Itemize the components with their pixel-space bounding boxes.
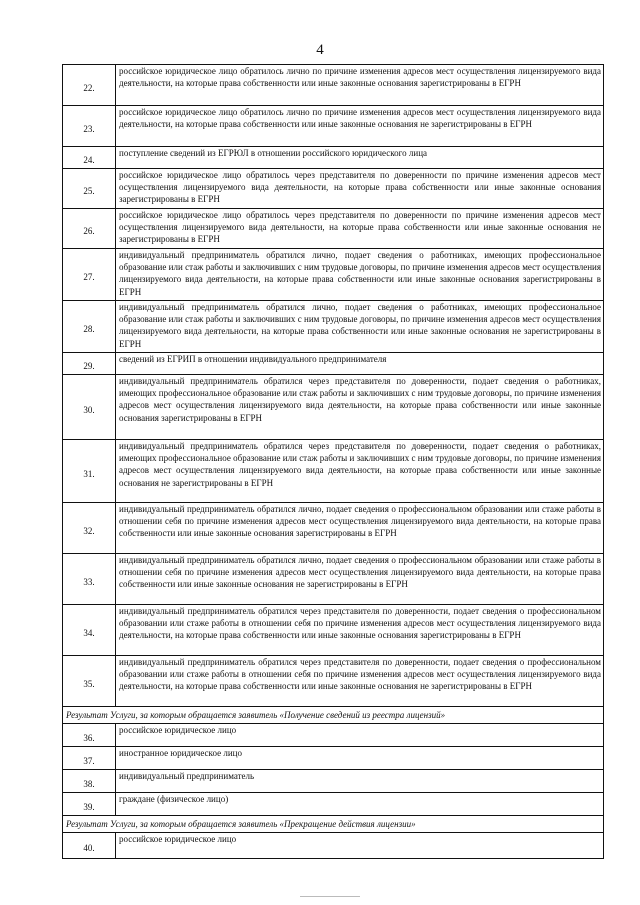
table-row	[63, 209, 604, 249]
table-row	[63, 65, 604, 106]
row-description: поступление сведений из ЕГРЮЛ в отношении российского юридического лица	[116, 147, 604, 169]
row-description: индивидуальный предприниматель обратился через представителя по доверенности, подает сведения о профессиональном образовании или стаже работы в отношении себя по причине изменения адресов мест осуществления лицензируемого вида деятельности, на которые права собственности или иные законные основания зарегистрированы в ЕГРН	[116, 605, 604, 656]
row-number: 29.	[63, 353, 116, 375]
table-row	[63, 833, 604, 859]
row-description: российское юридическое лицо обратилось лично по причине изменения адресов мест осуществления лицензируемого вида деятельности, на которые права собственности или иные законные основания не зарегистрированы в ЕГРН	[116, 106, 604, 147]
table-row	[63, 440, 604, 503]
section-title-registry-info: Результат Услуги, за которым обращается заявитель «Получение сведений из реестра лицензий»	[63, 707, 604, 724]
scan-artifact	[300, 896, 360, 897]
table-row	[63, 747, 604, 770]
row-number: 36.	[63, 724, 116, 747]
row-description: индивидуальный предприниматель обратился лично, подает сведения о профессиональном образовании или стаже работы в отношении себя по причине изменения адресов мест осуществления лицензируемого вида деятельности, на которые права собственности или иные законные основания не зарегистрированы в ЕГРН	[116, 554, 604, 605]
row-number: 35.	[63, 656, 116, 707]
row-description: сведений из ЕГРИП в отношении индивидуального предпринимателя	[116, 353, 604, 375]
row-number: 30.	[63, 375, 116, 440]
table-row	[63, 503, 604, 554]
table-row	[63, 301, 604, 353]
conditions-table	[62, 64, 604, 859]
row-number: 24.	[63, 147, 116, 169]
row-description: российское юридическое лицо обратилось лично по причине изменения адресов мест осуществления лицензируемого вида деятельности, на которые права собственности или иные законные основания зарегистрированы в ЕГРН	[116, 65, 604, 106]
table-row	[63, 656, 604, 707]
row-number: 27.	[63, 249, 116, 301]
table-row	[63, 353, 604, 375]
row-description: индивидуальный предприниматель обратился лично, подает сведения о работниках, имеющих профессиональное образование или стаж работы и заключивших с ним трудовые договоры, по причине изменения адресов мест осуществления лицензируемого вида деятельности, на которые права собственности или иные законные основания зарегистрированы в ЕГРН	[116, 249, 604, 301]
section-header-row	[63, 816, 604, 833]
row-description: индивидуальный предприниматель обратился через представителя по доверенности, подает сведения о профессиональном образовании или стаже работы в отношении себя по причине изменения адресов мест осуществления лицензируемого вида деятельности, на которые права собственности или иные законные основания не зарегистрированы в ЕГРН	[116, 656, 604, 707]
row-number: 34.	[63, 605, 116, 656]
row-number: 25.	[63, 169, 116, 209]
row-description: иностранное юридическое лицо	[116, 747, 604, 770]
row-description: российское юридическое лицо обратилось через представителя по доверенности по причине изменения адресов мест осуществления лицензируемого вида деятельности, на которые права собственности или иные законные основания зарегистрированы в ЕГРН	[116, 169, 604, 209]
row-number: 28.	[63, 301, 116, 353]
row-description: российское юридическое лицо	[116, 724, 604, 747]
row-number: 33.	[63, 554, 116, 605]
row-number: 38.	[63, 770, 116, 793]
table-row	[63, 724, 604, 747]
table-row	[63, 770, 604, 793]
row-description: индивидуальный предприниматель обратился через представителя по доверенности, подает сведения о работниках, имеющих профессиональное образование или стаж работы и заключивших с ним трудовые договоры, по причине изменения адресов мест осуществления лицензируемого вида деятельности, на которые права собственности или иные законные основания не зарегистрированы в ЕГРН	[116, 440, 604, 503]
row-description: индивидуальный предприниматель обратился через представителя по доверенности, подает сведения о работниках, имеющих профессиональное образование или стаж работы и заключивших с ним трудовые договоры, по причине изменения адресов мест осуществления лицензируемого вида деятельности, на которые права собственности или иные законные основания зарегистрированы в ЕГРН	[116, 375, 604, 440]
table-row	[63, 375, 604, 440]
table-row	[63, 249, 604, 301]
row-number: 32.	[63, 503, 116, 554]
row-number: 39.	[63, 793, 116, 816]
row-number: 23.	[63, 106, 116, 147]
row-description: российское юридическое лицо обратилось через представителя по доверенности по причине изменения адресов мест осуществления лицензируемого вида деятельности, на которые права собственности или иные законные основания не зарегистрированы в ЕГРН	[116, 209, 604, 249]
table-row	[63, 554, 604, 605]
page-number: 4	[316, 42, 324, 58]
table-row	[63, 106, 604, 147]
table-row	[63, 169, 604, 209]
section-header-row	[63, 707, 604, 724]
row-number: 31.	[63, 440, 116, 503]
row-description: российское юридическое лицо	[116, 833, 604, 859]
row-number: 26.	[63, 209, 116, 249]
row-number: 22.	[63, 65, 116, 106]
row-number: 40.	[63, 833, 116, 859]
section-title-license-termination: Результат Услуги, за которым обращается заявитель «Прекращение действия лицензии»	[63, 816, 604, 833]
row-description: индивидуальный предприниматель обратился лично, подает сведения о работниках, имеющих профессиональное образование или стаж работы и заключивших с ним трудовые договоры, по причине изменения адресов мест осуществления лицензируемого вида деятельности, на которые права собственности или иные законные основания не зарегистрированы в ЕГРН	[116, 301, 604, 353]
row-description: индивидуальный предприниматель обратился лично, подает сведения о профессиональном образовании или стаже работы в отношении себя по причине изменения адресов мест осуществления лицензируемого вида деятельности, на которые права собственности или иные законные основания зарегистрированы в ЕГРН	[116, 503, 604, 554]
table-row	[63, 147, 604, 169]
table-row	[63, 605, 604, 656]
table-row	[63, 793, 604, 816]
row-number: 37.	[63, 747, 116, 770]
row-description: индивидуальный предприниматель	[116, 770, 604, 793]
row-description: граждане (физическое лицо)	[116, 793, 604, 816]
